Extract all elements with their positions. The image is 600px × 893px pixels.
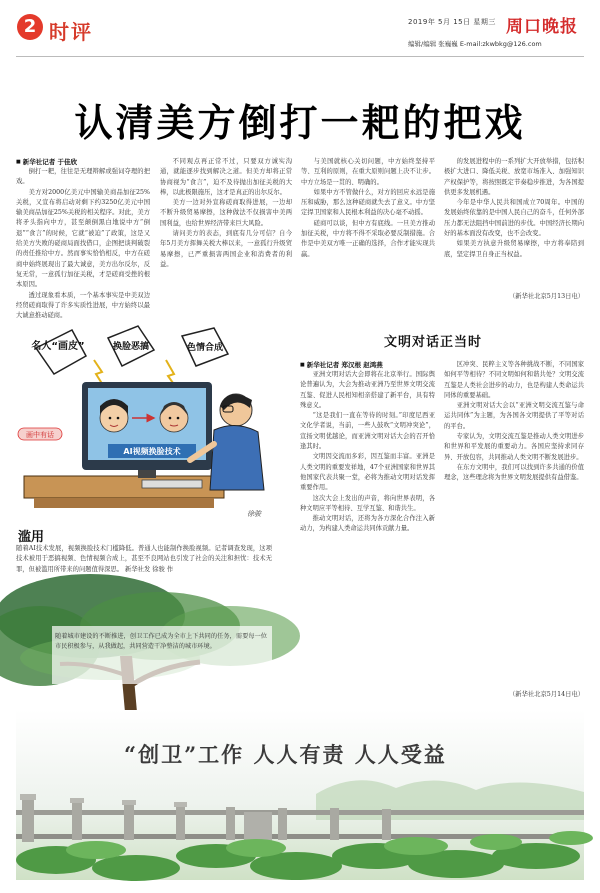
lead-article-col-4 [444, 157, 584, 292]
lead-article-source [444, 292, 584, 304]
banner-slogan: “创卫”工作 人人有责 人人受益 [124, 742, 447, 767]
article-paragraph: 亚洲文明对话大会即将在北京举行。国际舆论普遍认为，大会为推动亚洲乃至世界文明交流互鉴、促进人民相知相亲搭建了新平台，具有特殊意义。 [300, 371, 435, 409]
header-divider [16, 56, 584, 57]
artist-signature: 徐骏 [247, 510, 261, 518]
cartoon-tag: 画中有话 [26, 431, 54, 439]
article-paragraph: 如果中方不管做什么，对方的回应永远是施压和威胁，那么这种磋商就失去了意义。中方坚定捍卫国家和人民根本利益的决心毫不动摇。 [301, 188, 435, 217]
article-paragraph: 文明因交流而多彩，因互鉴而丰富。亚洲是人类文明的重要发祥地，47个亚洲国家和世界其他国家代表共聚一堂，必将为推动文明对话发挥重要作用。 [300, 453, 435, 492]
editor-line: 编辑/编辑 张巍巍 E-mail:zkwbkg@126.com [408, 40, 542, 48]
article-paragraph: 的发展进程中的一系列扩大开放举措，包括积极扩大进口、降低关税、放宽市场准入、加强知识产权保护等，将按照既定节奏稳步推进，为各国提供更多发展机遇。 [444, 158, 584, 196]
screen-label: AI视频换脸技术 [123, 447, 181, 456]
cartoon-illustration [14, 320, 272, 522]
source-note: （新华社北京5月14日电） [509, 691, 584, 698]
article-paragraph: 区冲突、民粹主义等各种挑战不断，不同国家如何平等相待？不同文明如何和谐共处？文明交流互鉴是人类社会进步的动力，也是构建人类命运共同体的重要基础。 [444, 361, 584, 399]
article-paragraph: 推动文明对话，还将为各方深化合作注入新动力，为构建人类命运共同体贡献力量。 [300, 515, 435, 533]
lead-article-byline: ■ 新华社记者 于佳欣 [16, 157, 150, 167]
article-paragraph: 透过现象看本质，一个基本事实是中美双边经贸磋商取得了许多实质性进展，中方始终以最大诚意推动磋商。 [16, 291, 150, 320]
article-paragraph: 这次大会上发出的声音，将向世界表明，各种文明应平等相待、互学互鉴、和谐共生。 [300, 494, 435, 512]
masthead-logo: 周口晚报 [506, 17, 578, 37]
bubble-label: 换脸恶搞 [112, 342, 150, 352]
lead-article-col-1 [16, 157, 150, 320]
article-paragraph: “这是我们一直在等待的时刻。”印度尼西亚文化学者说，当前，一些人鼓吹“文明冲突论”，宣扬文明优越论，而亚洲文明对话大会的召开恰逢其时。 [300, 412, 435, 451]
article-paragraph: 美方对2000亿美元中国输美商品加征25%关税，又宣布将启动对剩下约3250亿美元中国输美商品加征25%关税的相关程序。对此，美方将矛头指向中方，甚至颠倒黑白地说中方“倒退”“食言”的时候，它就“被迫”了政策，这是又给美方失败的磋商局面找借口，企图把谈判破裂的责任推给中方。然而事实恰恰相反，中方在磋商中始终展现出了最大诚意，美方出尔反尔，反复无常，一意孤行加征关税，才是磋商受挫的根本原因。 [16, 188, 150, 289]
second-article-title: 文明对话正当时 [384, 335, 483, 350]
lead-article-col-2 [160, 157, 292, 315]
article-paragraph: 不同观点再正常不过，只要双方诚实沟通，就能逐步找到解决之道。但美方却将正常协商视为“食言”，迫不及待抛出加征关税的大棒，以此极限施压，这才是真正的出尔反尔。 [160, 158, 292, 196]
page-headline: 认清美方倒打一耙的把戏 [74, 100, 526, 145]
article-paragraph: 与美国就核心关切问题，中方始终坚持平等、互利的原则，在重大原则问题上决不让步。中方立场是一贯的、明确的。 [301, 158, 435, 186]
second-article-source [444, 690, 584, 702]
article-paragraph: 磋商可以谈，但中方有底线。一旦美方推动加征关税，中方将不得不采取必要反制措施。合作是中美双方唯一正确的选择，合作才能实现共赢。 [301, 219, 435, 258]
article-paragraph: 在东方文明中，我们可以找到许多共通的价值理念，这些理念将为世界文明发展提供有益借鉴。 [444, 463, 584, 482]
tree-caption: 随着城市建设的不断推进，创卫工作已成为全市上下共同的任务，需要每一位市民积极参与，从我做起，共同营造干净整洁的城市环境。 [55, 633, 267, 650]
cartoon-caption: 随着AI技术发展，视频换脸技术门槛降低。普通人也能制作换脸视频。记者调查发现，这项技术被用于恶搞视频、色情视频合成上，甚至不良网站也引发了社会的关注和担忧：技术无罪，但被滥用所带来的问题值得深思。 新华社发 徐骏 作 [16, 545, 272, 573]
article-paragraph: 倒打一耙，往往是无理辩解或强词夺理的把戏。 [16, 168, 150, 186]
page-number-badge: 2 [17, 14, 43, 40]
article-paragraph: 请问美方的表态，到底有几分可信？自今年5月美方挥舞关税大棒以来，一意孤行升级贸易摩擦，已严重损害两国企业和消费者的利益。 [160, 230, 292, 268]
second-article-col-b [444, 360, 584, 688]
article-paragraph: 美方一边对外宣称磋商取得进展，一边却不断升级贸易摩擦，这种做法不仅损害中美两国利益，也给世界经济带来巨大风险。 [160, 199, 292, 227]
second-article-byline: ■ 新华社记者 郑汉根 赵鸿燕 [300, 360, 435, 370]
dateline: 2019年 5月 15日 星期三 [408, 18, 496, 26]
lead-article-col-3 [301, 157, 435, 315]
bubble-label: 色情合成 [186, 343, 224, 353]
cartoon-title: 滥用 [18, 530, 45, 545]
bubble-face-swap [108, 326, 154, 366]
article-paragraph: 专家认为，文明交流互鉴是推动人类文明进步和世界和平发展的重要动力。各国应坚持求同存异、开放包容，共同推动人类文明不断发展进步。 [444, 433, 584, 461]
article-paragraph: 亚洲文明对话大会以“亚洲文明交流互鉴与命运共同体”为主题，为各国各文明提供了平等对话的平台。 [444, 402, 584, 430]
article-paragraph: 如果美方执意升级贸易摩擦，中方将奉陪到底，坚定捍卫自身正当权益。 [444, 240, 584, 258]
article-paragraph: 今年是中华人民共和国成立70周年。中国的发展始终依靠的是中国人民自己的奋斗，任何外部压力都无法阻挡中国前进的步伐。中国经济长期向好的基本面没有改变，也不会改变。 [444, 199, 584, 238]
second-article-col-a [300, 360, 435, 710]
bubble-celebrity-mask [31, 330, 86, 374]
bubble-label: 名人“画皮” [31, 341, 85, 352]
section-name: 时评 [49, 20, 93, 44]
banner-illustration [16, 710, 584, 880]
source-note: （新华社北京5月13日电） [509, 293, 584, 300]
bubble-porn-synthesis [182, 328, 228, 366]
